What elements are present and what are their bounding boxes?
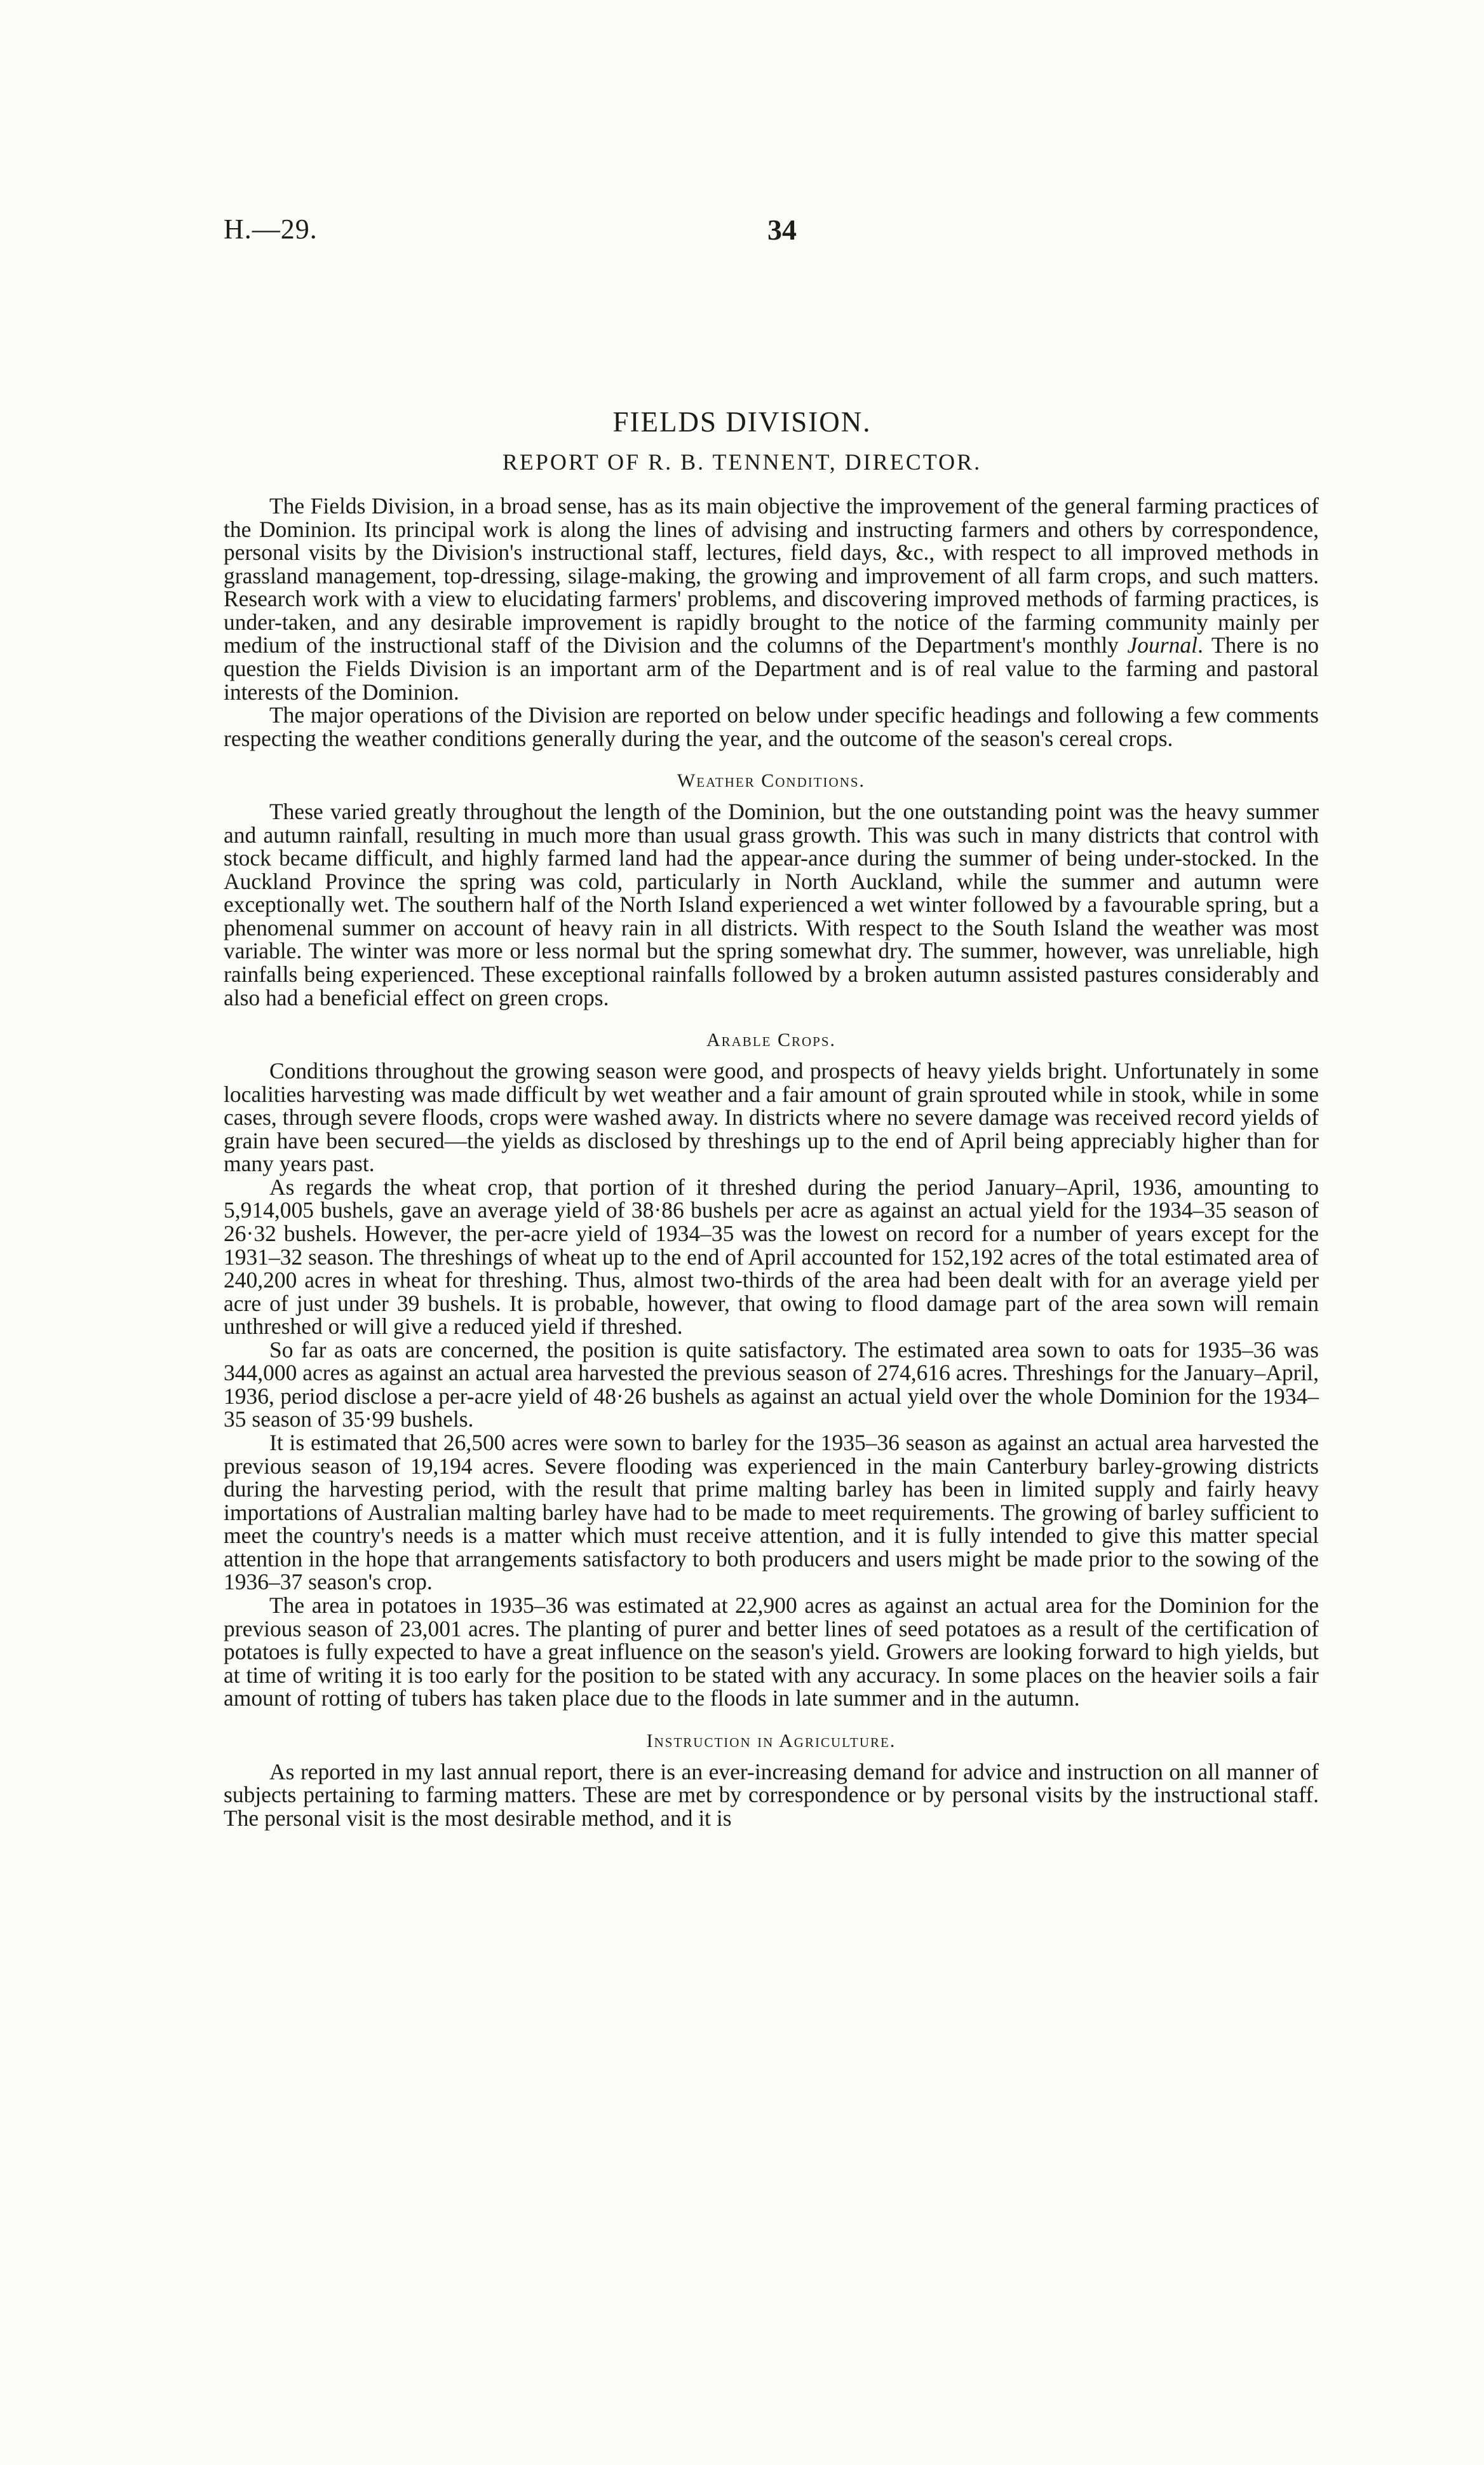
page-number: 34 <box>767 214 797 246</box>
running-head: H.—29. <box>224 214 318 245</box>
arable-paragraph-barley: It is estimated that 26,500 acres were sown to barley for the 1935–36 season as against an actual area harvested the previous season of 19,194 acres. Severe flooding was experienced in the main Canterbury barley-growing districts during the harvesting period, with the result that prime malting barley has been in limited supply and fairly heavy importations of Australian malting barley have had to be made to meet requirements. The growing of barley sufficient to meet the country's needs is a matter which must receive attention, and it is fully intended to give this matter special attention in the hope that arrangements satisfactory to both producers and users might be made prior to the sowing of the 1936–37 season's crop. <box>224 1430 1319 1595</box>
section-heading-weather: Weather Conditions. <box>677 770 866 792</box>
arable-paragraph-wheat: As regards the wheat crop, that portion of it threshed during the period January–April, 1936, amounting to 5,914,005 bushels, gave an average yield of 38·86 bushels per acre as against an actual yield for the 1934–35 season of 26·32 bushels. However, the per-acre yield of 1934–35 was the lowest on record for a number of years except for the 1931–32 season. The threshings of wheat up to the end of April accounted for 152,192 acres of the total estimated area of 240,200 acres in wheat for threshing. Thus, almost two-thirds of the area had been dealt with for an average yield per acre of just under 39 bushels. It is probable, however, that owing to flood damage part of the area sown will remain unthreshed or will give a reduced yield if threshed. <box>224 1174 1319 1340</box>
journal-title: Journal <box>1127 632 1197 658</box>
section-heading-instruction: Instruction in Agriculture. <box>646 1730 896 1751</box>
arable-paragraph-1: Conditions throughout the growing season were good, and prospects of heavy yields bright. Unfortunately in some localities harvesting was made difficult by wet weather and a fair amount of grain sprouted while in stook, while in some cases, through severe floods, crops were washed away. In districts where no severe damage was received record yields of grain have been secured—the yields as disclosed by threshings up to the end of April being appreciably higher than for many years past. <box>224 1058 1319 1177</box>
weather-paragraph: These varied greatly throughout the length of the Dominion, but the one outstanding point was the heavy summer and autumn rainfall, resulting in much more than usual grass growth. This was such in many districts that control with stock became difficult, and highly farmed land had the appear-ance during the summer of being under-stocked. In the Auckland Province the spring was cold, particularly in North Auckland, while the summer and autumn were exceptionally wet. The southern half of the North Island experienced a wet winter followed by a favourable spring, but a phenomenal summer on account of heavy rain in all districts. With respect to the South Island the weather was most variable. The winter was more or less normal but the spring somewhat dry. The summer, however, was unreliable, high rainfalls being experienced. These exceptional rainfalls followed by a broken autumn assisted pastures considerably and also had a beneficial effect on green crops. <box>224 799 1319 1010</box>
intro-text-a: The Fields Division, in a broad sense, has as its main objective the improvement of the general farming practices of the Dominion. Its principal work is along the lines of advising and instructing farmers and others by correspondence, personal visits by the Division's instructional staff, lectures, field days, &c., with respect to all improved methods in grassland management, top-dressing, silage-making, the growing and improvement of all farm crops, and such matters. Research work with a view to elucidating farmers' problems, and discovering improved methods of farming practices, is under-taken, and any desirable improvement is rapidly brought to the notice of the farming community mainly per medium of the instructional staff of the Division and the columns of the Department's monthly <box>224 493 1319 658</box>
page-title: FIELDS DIVISION. <box>612 406 872 438</box>
report-subtitle: REPORT OF R. B. TENNENT, DIRECTOR. <box>502 449 982 475</box>
section-heading-arable: Arable Crops. <box>706 1029 837 1051</box>
instruction-paragraph: As reported in my last annual report, there is an ever-increasing demand for advice and instruction on all manner of subjects pertaining to farming matters. These are met by correspondence or by personal visits by the instructional staff. The personal visit is the most desirable method, and it is <box>224 1758 1319 1831</box>
arable-paragraph-potatoes: The area in potatoes in 1935–36 was estimated at 22,900 acres as against an actual area for the Dominion for the previous season of 23,001 acres. The planting of purer and better lines of seed potatoes as a result of the certification of potatoes is fully expected to have a great influence on the season's yield. Growers are looking forward to high yields, but at time of writing it is too early for the position to be stated with any accuracy. In some places on the heavier soils a fair amount of rotting of tubers has taken place due to the floods in late summer and in the autumn. <box>224 1592 1319 1711</box>
report-body <box>224 494 1319 1830</box>
intro-paragraph-2: The major operations of the Division are reported on below under specific headings and following a few comments respecting the weather conditions generally during the year, and the outcome of the season's cereal crops. <box>224 702 1319 751</box>
intro-text-b: . There is no question the Fields Division is an important arm of the Department and is of real value to the farming and pastoral interests of the Dominion. <box>224 632 1319 705</box>
arable-paragraph-oats: So far as oats are concerned, the position is quite satisfactory. The estimated area sown to oats for 1935–36 was 344,000 acres as against an actual area harvested the previous season of 274,616 acres. Threshings for the January–April, 1936, period disclose a per-acre yield of 48·26 bushels as against an actual yield over the whole Dominion for the 1934–35 season of 35·99 bushels. <box>224 1336 1319 1432</box>
intro-paragraph-1 <box>224 494 1319 703</box>
